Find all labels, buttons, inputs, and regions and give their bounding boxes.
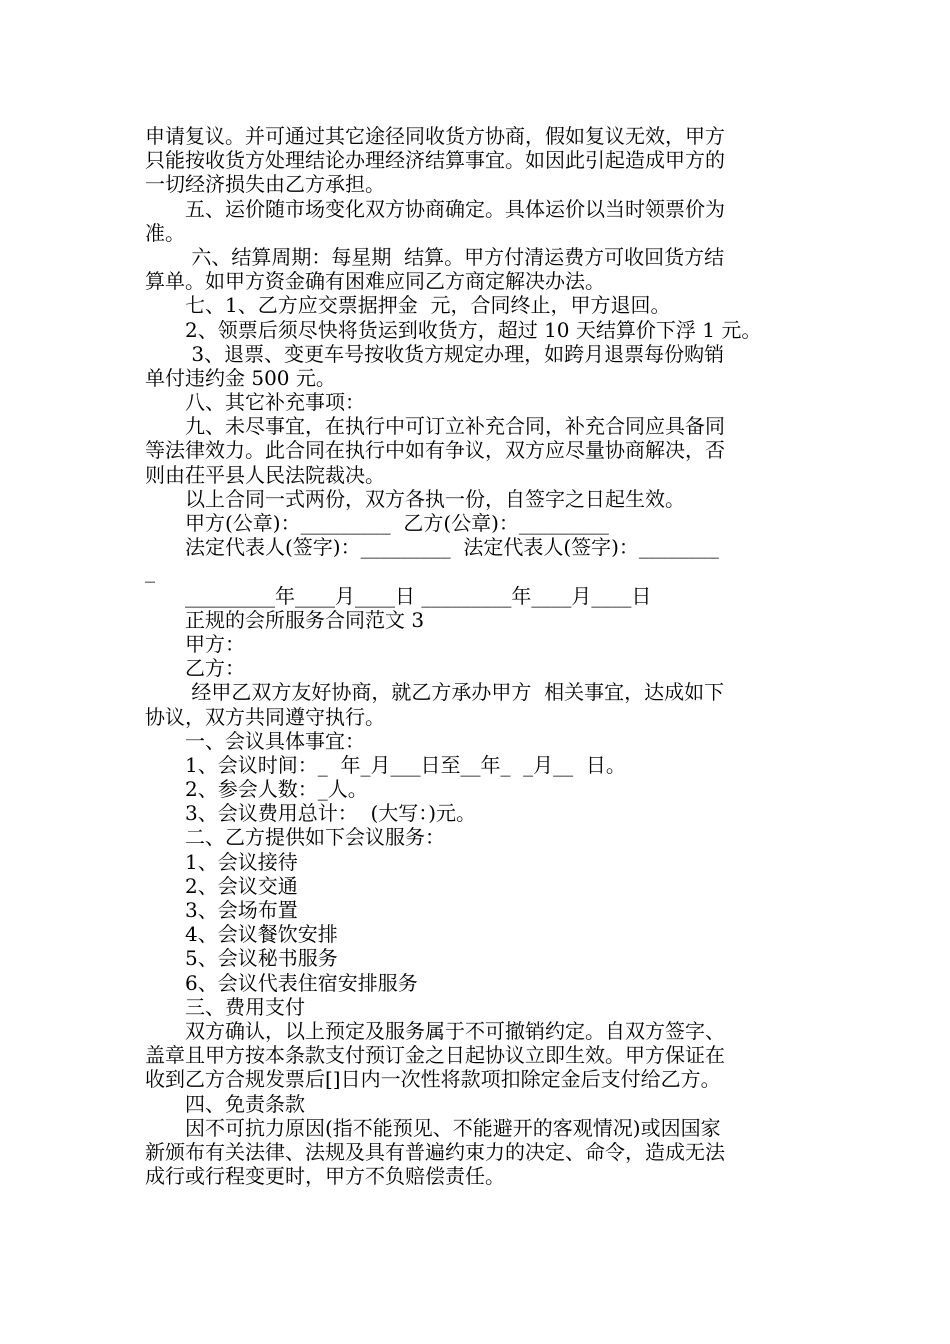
text-line: 因不可抗力原因(指不能预见、不能避开的客观情况)或因国家: [145, 1115, 721, 1140]
text-line: 3、退票、变更车号按收货方规定办理，如跨月退票每份购销: [145, 341, 725, 366]
text-line: 新颁布有关法律、法规及具有普遍约束力的决定、命令，造成无法: [145, 1139, 725, 1164]
text-line: 2、领票后须尽快将货运到收货方，超过 10 天结算价下浮 1 元。: [145, 317, 762, 342]
text-line: 单付违约金 500 元。: [145, 365, 336, 390]
text-line: 双方确认，以上预定及服务属于不可撤销约定。自双方签字、: [145, 1018, 725, 1043]
text-line: 八、其它补充事项：: [145, 390, 365, 415]
list-item: 3、会场布置: [145, 898, 298, 922]
text-line: 准。: [145, 220, 185, 245]
text-line: 六、结算周期：每星期 结算。甲方付清运费方可收回货方结: [145, 244, 725, 269]
signature-line: 法定代表人(签字)：_________ 法定代表人(签字)：________: [145, 535, 719, 560]
text-line: 二、乙方提供如下会议服务：: [145, 825, 445, 850]
text-line: 以上合同一式两份，双方各执一份，自签字之日起生效。: [145, 486, 685, 511]
list-item: 6、会议代表住宿安排服务: [145, 970, 418, 995]
list-item: 1、会议接待: [145, 849, 298, 874]
text-line: 甲方：: [145, 631, 245, 656]
text-line: 收到乙方合规发票后[]日内一次性将款项扣除定金后支付给乙方。: [145, 1067, 721, 1092]
section-title: 正规的会所服务合同范文 3: [145, 607, 425, 632]
text-line: 盖章且甲方按本条款支付预订金之日起协议立即生效。甲方保证在: [145, 1043, 725, 1068]
text-line: 九、未尽事宜，在执行中可订立补充合同，补充合同应具备同: [145, 414, 725, 439]
signature-line: 甲方(公章)：_________ 乙方(公章)：_________: [145, 511, 609, 535]
list-item: 5、会议秘书服务: [145, 946, 338, 971]
text-line: 五、运价随市场变化双方协商确定。具体运价以当时领票价为: [145, 196, 725, 221]
text-line: 只能按收货方处理结论办理经济结算事宜。如因此引起造成甲方的: [145, 148, 725, 173]
list-item: 2、会议交通: [145, 873, 298, 898]
text-line: 2、参会人数：_人。: [145, 777, 368, 802]
document-body: [145, 124, 813, 1188]
text-line: 经甲乙双方友好协商，就乙方承办甲方 相关事宜，达成如下: [145, 680, 725, 705]
text-line: 乙方：: [145, 656, 245, 681]
text-line: 算单。如甲方资金确有困难应同乙方商定解决办法。: [145, 269, 605, 294]
text-line: 成行或行程变更时，甲方不负赔偿责任。: [145, 1164, 505, 1189]
text-line: 三、费用支付: [145, 994, 305, 1019]
text-line: 则由茌平县人民法院裁决。: [145, 462, 385, 487]
text-line: 1、会议时间：_ 年_月___日至__年_ _月__ 日。: [145, 752, 626, 777]
text-line: 七、1、乙方应交票据押金 元，合同终止，甲方退回。: [145, 293, 671, 318]
text-line: 等法律效力。此合同在执行中如有争议，双方应尽量协商解决，否: [145, 438, 725, 463]
list-item: 4、会议餐饮安排: [145, 922, 338, 947]
text-line: 一、会议具体事宜：: [145, 728, 365, 753]
text-line: 申请复议。并可通过其它途径同收货方协商，假如复议无效，甲方: [145, 124, 725, 148]
text-line: 3、会议费用总计： (大写：)元。: [145, 801, 477, 826]
text-line: 协议，双方共同遵守执行。: [145, 704, 385, 729]
text-line: 四、免责条款: [145, 1091, 305, 1116]
text-line: 一切经济损失由乙方承担。: [145, 172, 385, 197]
date-line: _________年____月____日 _________年____月____日: [145, 583, 652, 608]
signature-line: _: [145, 559, 155, 584]
